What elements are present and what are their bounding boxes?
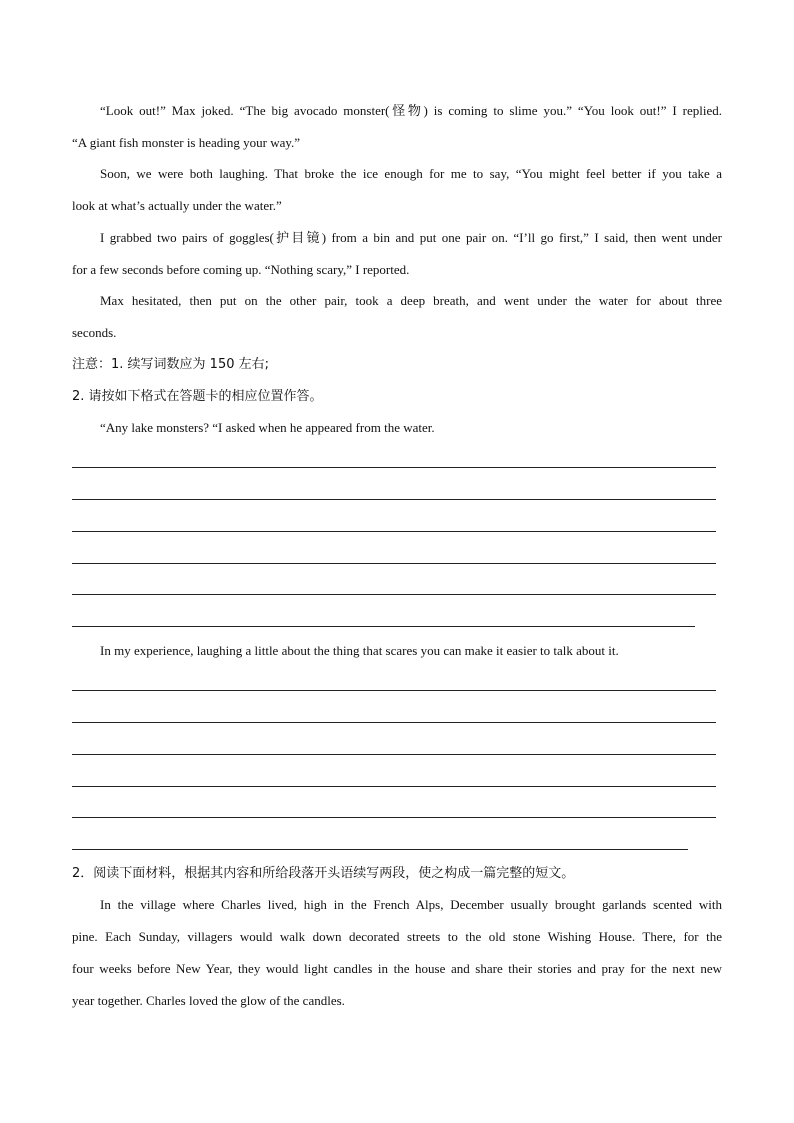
story-paragraph-1-line-2: “A giant fish monster is heading your way.”: [72, 135, 301, 150]
story-paragraph-1: [72, 95, 722, 159]
answer-line: [72, 594, 716, 595]
answer-line: [72, 467, 716, 468]
story-paragraph-3: [72, 222, 722, 286]
continuation-prompt-2: In my experience, laughing a little about the thing that scares you can make it easier to talk about it.: [100, 643, 619, 658]
answer-line: [72, 563, 716, 564]
story-paragraph-4-line-2: seconds.: [72, 325, 117, 340]
task-2-paragraph: [72, 889, 722, 1017]
answer-line: [72, 754, 716, 755]
answer-line: [72, 849, 688, 850]
task-2-heading: 2．阅读下面材料，根据其内容和所给段落开头语续写两段，使之构成一篇完整的短文。: [72, 866, 575, 881]
instruction-note-2: 2. 请按如下格式在答题卡的相应位置作答。: [72, 389, 323, 404]
task-2-paragraph-line-3: four weeks before New Year, they would light candles in the house and share their stories and pray for the next new: [72, 961, 722, 976]
story-paragraph-1-line-1: “Look out!” Max joked. “The big avocado monster(怪物) is coming to slime you.” “You look out!” I replied.: [100, 103, 722, 118]
task-2-paragraph-line-2: pine. Each Sunday, villagers would walk down decorated streets to the old stone Wishing House. There, for the: [72, 929, 722, 944]
answer-line: [72, 531, 716, 532]
task-2-paragraph-line-1: In the village where Charles lived, high in the French Alps, December usually brought garlands scented with: [100, 897, 722, 912]
answer-line: [72, 817, 716, 818]
story-paragraph-2: [72, 158, 722, 222]
story-paragraph-3-line-2: for a few seconds before coming up. “Nothing scary,” I reported.: [72, 262, 410, 277]
answer-line: [72, 626, 695, 627]
story-paragraph-4-line-1: Max hesitated, then put on the other pair, took a deep breath, and went under the water for about three: [100, 293, 722, 308]
story-paragraph-2-line-2: look at what’s actually under the water.”: [72, 198, 282, 213]
answer-line: [72, 786, 716, 787]
task-2-paragraph-line-4: year together. Charles loved the glow of the candles.: [72, 993, 345, 1008]
instruction-note-1: 注意：1. 续写词数应为 150 左右;: [72, 357, 269, 372]
answer-line: [72, 499, 716, 500]
answer-line: [72, 722, 716, 723]
answer-line: [72, 690, 716, 691]
story-paragraph-4: [72, 285, 722, 349]
story-paragraph-2-line-1: Soon, we were both laughing. That broke the ice enough for me to say, “You might feel better if you take a: [100, 166, 722, 181]
continuation-prompt-1: “Any lake monsters? “I asked when he appeared from the water.: [100, 420, 435, 435]
story-paragraph-3-line-1: I grabbed two pairs of goggles(护目镜) from a bin and put one pair on. “I’ll go first,” I said, then went under: [100, 230, 722, 245]
